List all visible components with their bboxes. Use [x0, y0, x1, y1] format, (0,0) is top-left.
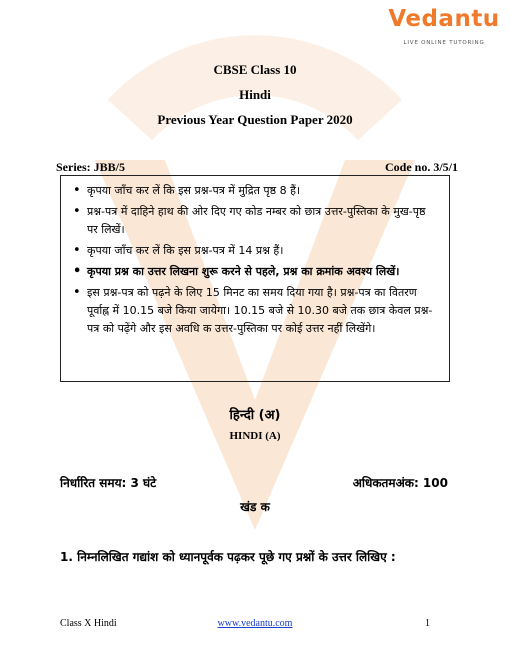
instruction-item: • इस प्रश्न-पत्र को पढ़ने के लिए 15 मिनट का समय दिया गया है। प्रश्न-पत्र का वितरण पूर्वाह्न में 10.15 बजे किया जायेगा। 10.15 बजे से 10.30 बजे तक छात्र केवल प्रश्न-पत्र को पढ़ेंगे और इस अवधि क उत्तर-पुस्तिका पर कोई उत्तर नहीं लिखेंगे। [87, 284, 439, 338]
part-heading: खंड क [240, 500, 270, 514]
logo-wordmark: Vedantu [388, 6, 500, 32]
footer-class: Class X Hindi [60, 618, 117, 629]
vedantu-logo [386, 6, 502, 52]
logo-tagline: LIVE ONLINE TUTORING [403, 40, 485, 46]
instructions-box [60, 175, 450, 382]
instruction-item: • कृपया जाँच कर लें कि इस प्रश्न-पत्र में 14 प्रश्न हैं। [87, 242, 439, 260]
instruction-item: • कृपया प्रश्न का उत्तर लिखना शुरू करने से पहले, प्रश्न का क्रमांक अवश्य लिखें। [87, 263, 439, 281]
instructions-list [61, 176, 449, 338]
footer-link-wrap [0, 618, 510, 629]
instruction-item: • प्रश्न-पत्र में दाहिने हाथ की ओर दिए गए कोड नम्बर को छात्र उत्तर-पुस्तिका के मुख-पृष्ठ पर लिखें। [87, 203, 439, 239]
footer-website-link[interactable]: www.vedantu.com [217, 618, 293, 629]
question-1: 1. निम्नलिखित गद्यांश को ध्यानपूर्वक पढ़कर पूछे गए प्रश्नों के उत्तर लिखिए : [60, 550, 396, 564]
section-english-title: HINDI (A) [229, 430, 281, 442]
series-label: Series: JBB/5 [56, 160, 125, 174]
paper-title: Previous Year Question Paper 2020 [157, 112, 353, 127]
board-class-title: CBSE Class 10 [213, 62, 297, 77]
instruction-item: • कृपया जाँच कर लें कि इस प्रश्न-पत्र में मुद्रित पृष्ठ 8 हैं। [87, 182, 439, 200]
subject-title: Hindi [239, 87, 271, 102]
time-allowed: निर्धारित समय: 3 घंटे [60, 476, 157, 490]
page-number: 1 [425, 618, 430, 629]
section-hindi-title: हिन्दी (अ) [229, 408, 281, 423]
code-label: Code no. 3/5/1 [384, 160, 458, 174]
max-marks: अधिकतमअंक: 100 [352, 476, 448, 490]
